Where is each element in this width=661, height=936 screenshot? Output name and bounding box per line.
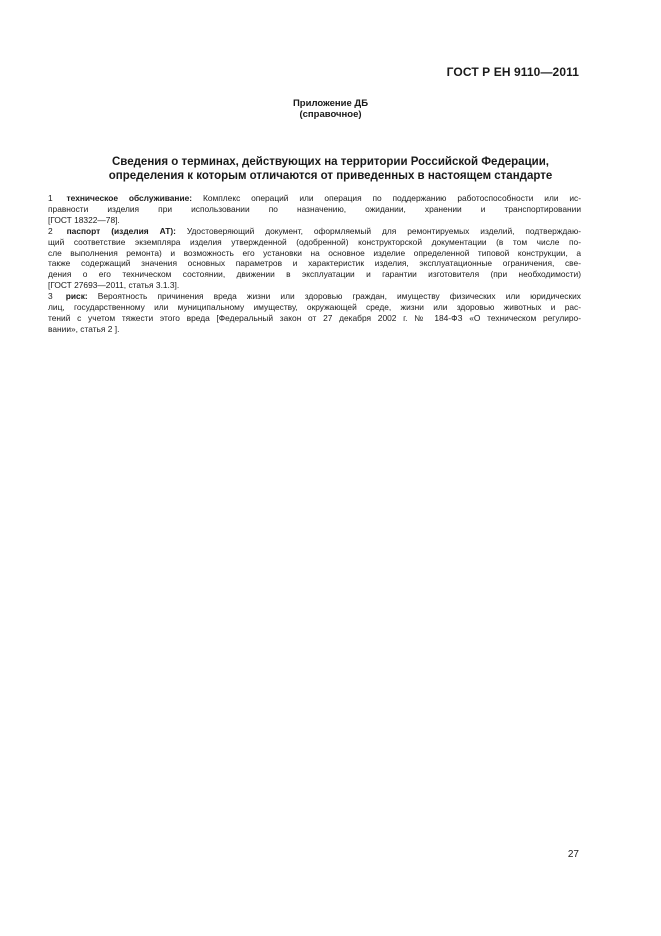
- section-title-line-2: определения к которым отличаются от приведенных в настоящем стандарте: [108, 170, 553, 182]
- term-entry: [48, 226, 581, 291]
- term-name: риск:: [65, 291, 88, 302]
- term-line: [48, 193, 581, 204]
- term-definition-text: Комплекс операций или операция по поддержанию работоспособности или ис-: [202, 193, 581, 203]
- term-line: сле выполнения ремонта) и возможность его установки на основное изделие определенной типовой конструкции, а: [48, 247, 581, 258]
- term-entry: [48, 291, 581, 335]
- term-definition-text: Удостоверяющий документ, оформляемый для ремонтируемых изделий, подтверждаю-: [186, 225, 581, 236]
- section-title-line-1: Сведения о терминах, действующих на территории Российской Федерации,: [112, 156, 549, 168]
- term-line: вании», статья 2 ].: [48, 323, 120, 334]
- term-line: [48, 226, 581, 237]
- term-line: также содержащий значения основных параметров и характеристик изделия, эксплуатационные ограничения, све-: [48, 258, 581, 269]
- term-entry: [48, 193, 581, 226]
- term-line: дения о его техническом состоянии, движении в эксплуатации и гарантии изготовителя (при необходимости): [48, 269, 581, 280]
- term-line: правности изделия при использовании по назначению, ожидании, хранении и транспортировании: [48, 203, 581, 214]
- term-line: [48, 291, 581, 302]
- annex-title: Приложение ДБ: [292, 98, 369, 109]
- term-line: [ГОСТ 18322—78].: [48, 214, 120, 225]
- annex-subtitle: (справочное): [299, 109, 362, 120]
- page-number: 27: [567, 849, 579, 860]
- term-name: техническое обслуживание:: [66, 193, 193, 203]
- section-title: [48, 155, 613, 183]
- term-number: 1: [48, 193, 53, 203]
- term-line: [ГОСТ 27693—2011, статья 3.1.3].: [48, 280, 180, 291]
- term-line: лиц, государственному или муниципальному имуществу, окружающей среде, жизни или здоровью животных и рас-: [48, 302, 581, 313]
- document-code: ГОСТ Р ЕН 9110—2011: [446, 65, 579, 79]
- term-definition-text: Вероятность причинения вреда жизни или здоровью граждан, имуществу физических или юридических: [97, 291, 581, 302]
- term-number: 2: [48, 225, 53, 236]
- term-line: щий соответствие экземпляра изделия утвержденной (одобренной) конструкторской документации (в том числе по-: [48, 236, 581, 247]
- terms-list: [48, 193, 581, 335]
- annex-heading: [0, 98, 661, 120]
- term-name: паспорт (изделия АТ):: [66, 225, 176, 236]
- term-line: тений с учетом тяжести этого вреда [Федеральный закон от 27 декабря 2002 г. № 184-ФЗ «О техническом регулиро-: [48, 312, 581, 323]
- term-number: 3: [48, 291, 53, 302]
